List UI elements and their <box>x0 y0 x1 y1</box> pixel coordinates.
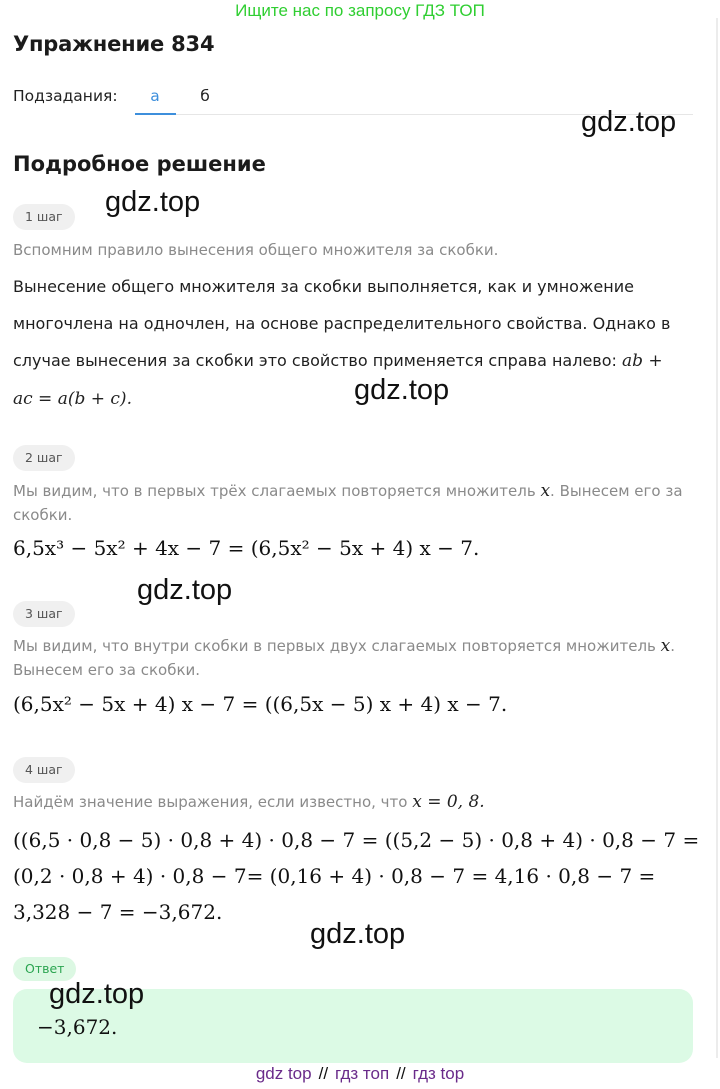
watermark: gdz.top <box>105 186 201 218</box>
step-text-line: Вынесение общего множителя за скобки выполняется, как и умножение <box>13 277 634 296</box>
step-hint <box>13 790 693 814</box>
step-hint <box>13 634 693 682</box>
hint-fragment: Мы видим, что в первых трёх слагаемых повторяется множитель <box>13 482 536 500</box>
watermark: gdz.top <box>49 978 145 1010</box>
step-text-fragment: случае вынесения за скобки это свойство применяется справа налево: <box>13 351 617 370</box>
watermark: gdz.top <box>310 918 406 950</box>
step-hint: Вспомним правило вынесения общего множителя за скобки. <box>13 241 499 259</box>
step-text-line <box>13 380 693 418</box>
inline-formula: ac = a(b + c). <box>13 389 132 409</box>
step-badge: 1 шаг <box>13 204 75 230</box>
step-text-line <box>13 342 693 380</box>
footer-link-gdz-top[interactable]: gdz top <box>255 1064 312 1083</box>
step-text <box>13 268 693 418</box>
formula: 6,5x³ − 5x² + 4x − 7 = (6,5x² − 5x + 4) x − 7. <box>13 536 480 560</box>
footer-link-gdz-top-mixed[interactable]: гдз top <box>412 1064 465 1083</box>
hint-fragment: скобки. <box>13 506 73 524</box>
search-banner: Ищите нас по запросу ГДЗ ТОП <box>235 1 485 20</box>
footer-separator: // <box>396 1064 406 1083</box>
hint-fragment: Вынесем его за скобки. <box>13 661 201 679</box>
step-hint <box>13 479 693 527</box>
hint-fragment: Найдём значение выражения, если известно, что <box>13 793 408 811</box>
tab-subtask-b[interactable]: б <box>200 87 210 105</box>
answer-badge: Ответ <box>13 957 76 981</box>
inline-formula: ab + <box>622 351 663 371</box>
hint-fragment: . Вынесем его за <box>550 482 683 500</box>
tab-subtask-a[interactable]: а <box>150 87 160 105</box>
footer-link-gdz-top-ru[interactable]: гдз топ <box>335 1064 390 1083</box>
formula-line: (0,2 · 0,8 + 4) · 0,8 − 7= (0,16 + 4) · 0,8 − 7 = 4,16 · 0,8 − 7 = <box>13 864 656 888</box>
step-badge: 4 шаг <box>13 757 75 783</box>
inline-variable: x <box>540 481 551 501</box>
formula: (6,5x² − 5x + 4) x − 7 = ((6,5x − 5) x + 4) x − 7. <box>13 692 508 716</box>
hint-fragment: Мы видим, что внутри скобки в первых двух слагаемых повторяется множитель <box>13 637 656 655</box>
step-badge: 2 шаг <box>13 445 75 471</box>
formula-line: ((6,5 · 0,8 − 5) · 0,8 + 4) · 0,8 − 7 = ((5,2 − 5) · 0,8 + 4) · 0,8 − 7 = <box>13 828 700 852</box>
inline-formula: x = 0, 8. <box>412 792 485 812</box>
page-edge <box>716 18 718 1058</box>
section-title: Подробное решение <box>13 152 266 176</box>
answer-value: −3,672. <box>37 1015 118 1039</box>
watermark: gdz.top <box>581 106 677 138</box>
page-title: Упражнение 834 <box>13 32 215 56</box>
watermark: gdz.top <box>137 574 233 606</box>
footer-separator: // <box>318 1064 329 1083</box>
hint-fragment: . <box>670 637 676 655</box>
subtasks-label: Подзадания: <box>13 87 118 105</box>
formula-line: 3,328 − 7 = −3,672. <box>13 900 223 924</box>
inline-variable: x <box>660 636 671 656</box>
step-badge: 3 шаг <box>13 601 75 627</box>
watermark: gdz.top <box>354 374 450 406</box>
step-text-line: многочлена на одночлен, на основе распределительного свойства. Однако в <box>13 314 671 333</box>
footer-links <box>0 1064 720 1084</box>
active-tab-indicator <box>135 113 176 115</box>
